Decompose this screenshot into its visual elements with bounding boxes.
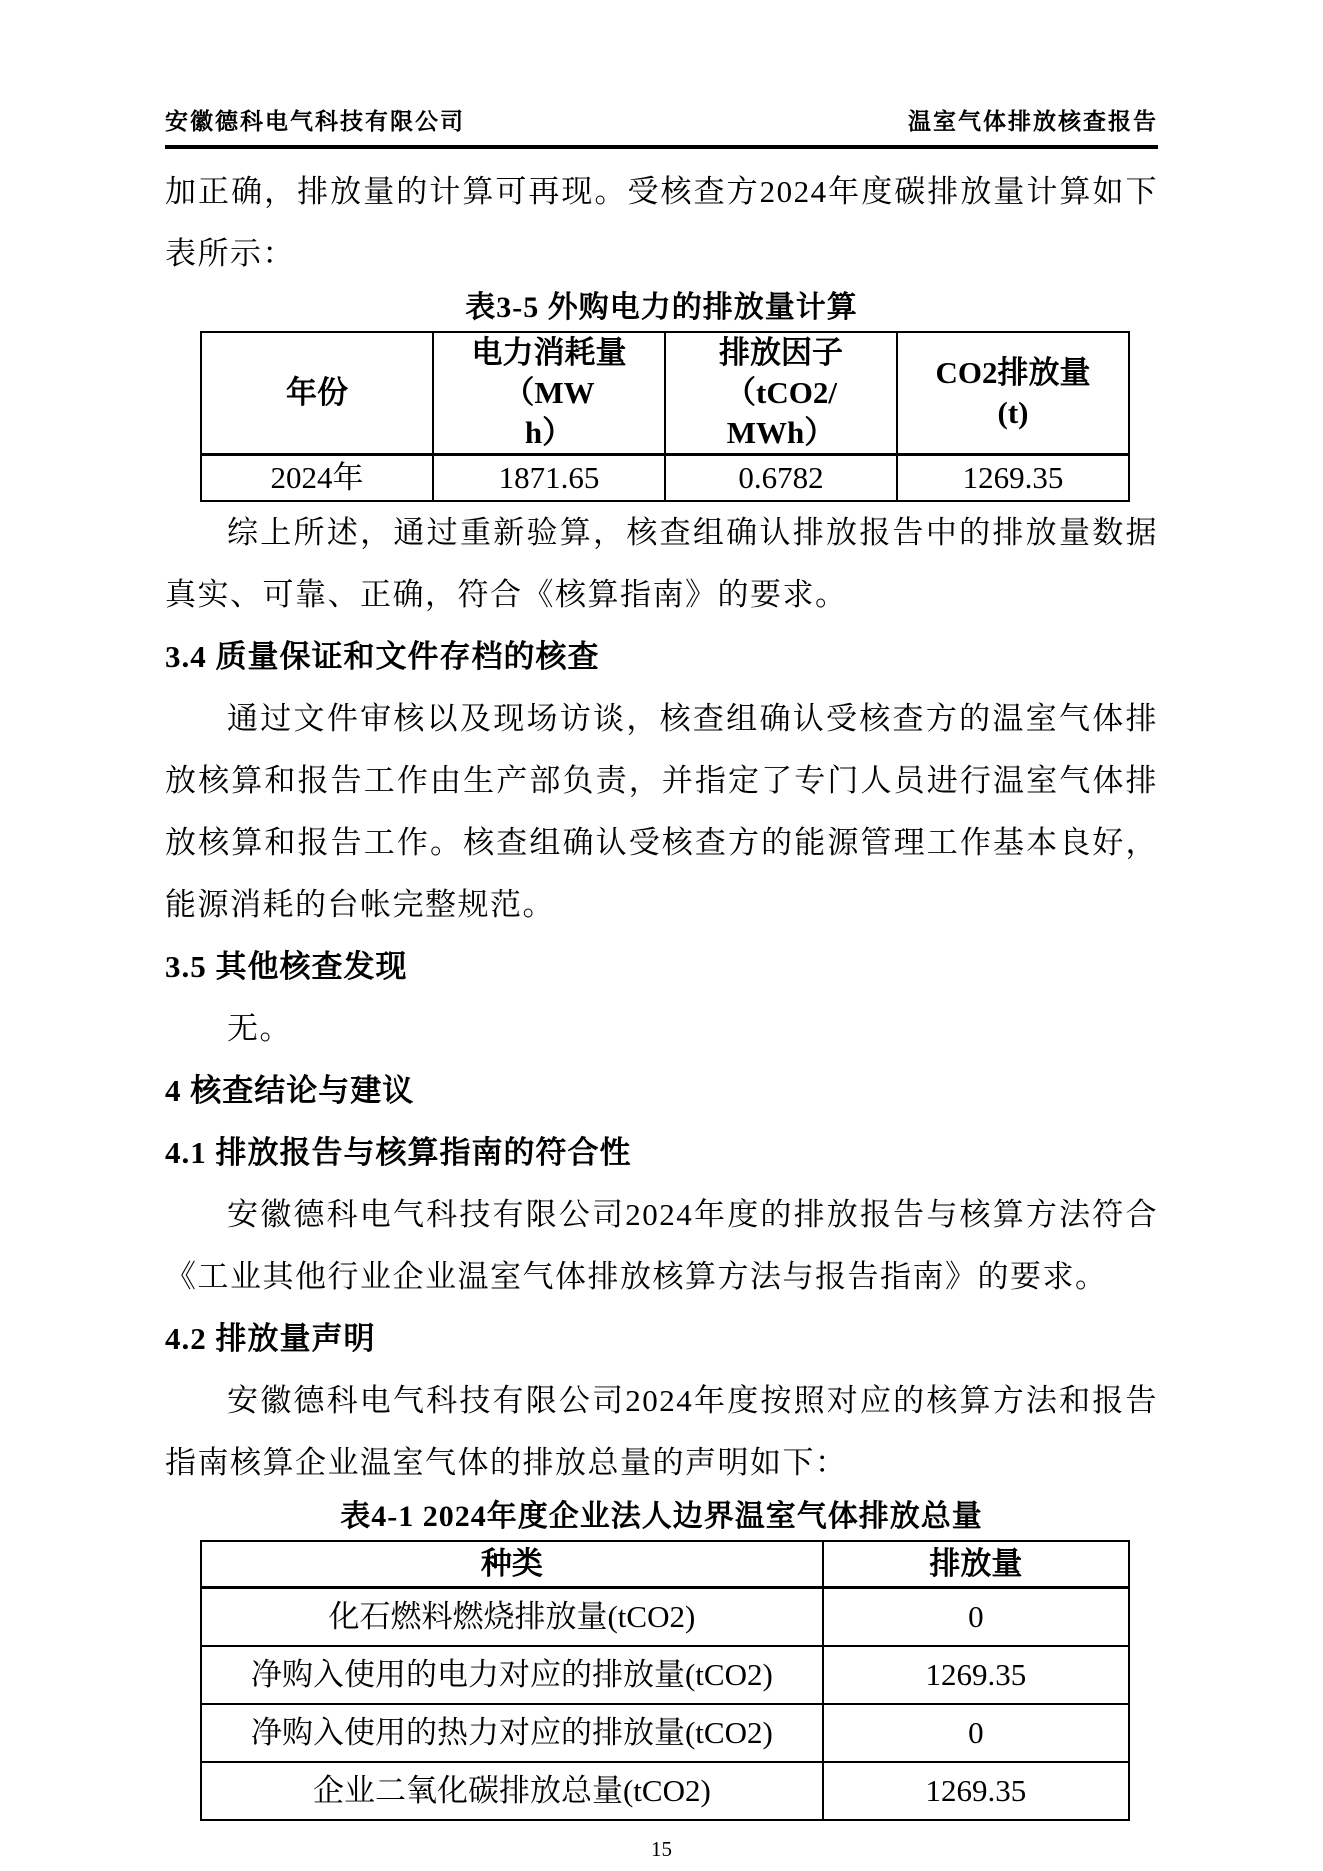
table-cell-category: 净购入使用的热力对应的排放量(tCO2) [201, 1704, 823, 1762]
header-line: MWh） [726, 415, 836, 450]
section-4-1-body: 安徽德科电气科技有限公司2024年度的排放报告与核算方法符合《工业其他行业企业温室气体排放核算方法与报告指南》的要求。 [165, 1197, 1158, 1294]
page-header [165, 103, 1158, 149]
header-line: 电力消耗量（MW [471, 335, 627, 410]
table-row [201, 1704, 1129, 1762]
table-3-5 [200, 331, 1130, 502]
table-cell-electricity: 1871.65 [433, 455, 665, 502]
section-3-4-body: 通过文件审核以及现场访谈，核查组确认受核查方的温室气体排放核算和报告工作由生产部负责，并指定了专门人员进行温室气体排放核算和报告工作。核查组确认受核查方的能源管理工作基本良好，能源消耗的台帐完整规范。 [165, 701, 1158, 922]
table-cell-category: 化石燃料燃烧排放量(tCO2) [201, 1588, 823, 1647]
section-3-5-heading: 3.5 其他核查发现 [165, 949, 408, 984]
table-cell-factor: 0.6782 [665, 455, 897, 502]
table-3-5-header-factor [665, 332, 897, 455]
table-4-1-header-amount: 排放量 [823, 1541, 1129, 1588]
intro-paragraph: 加正确，排放量的计算可再现。受核查方2024年度碳排放量计算如下表所示： [165, 174, 1158, 271]
header-line: 排放因子（tCO2/ [719, 335, 843, 410]
table-3-5-data-row [201, 455, 1129, 502]
table-row [201, 1646, 1129, 1704]
table-4-1 [200, 1540, 1130, 1821]
table-cell-emission: 1269.35 [897, 455, 1129, 502]
section-4-2-body: 安徽德科电气科技有限公司2024年度按照对应的核算方法和报告指南核算企业温室气体的排放总量的声明如下： [165, 1383, 1158, 1480]
table-4-1-title: 表4-1 2024年度企业法人边界温室气体排放总量 [340, 1500, 983, 1533]
header-line: 年份 [286, 375, 348, 410]
table-row [201, 1588, 1129, 1647]
table-cell-amount: 1269.35 [823, 1762, 1129, 1820]
table-cell-category: 企业二氧化碳排放总量(tCO2) [201, 1762, 823, 1820]
header-line: h） [524, 415, 574, 450]
table-4-1-header-category: 种类 [201, 1541, 823, 1588]
table-cell-amount: 1269.35 [823, 1646, 1129, 1704]
table-cell-year: 2024年 [201, 455, 433, 502]
header-line: CO2排放量 [935, 355, 1091, 390]
table-4-1-header-row [201, 1541, 1129, 1588]
header-line: (t) [997, 395, 1029, 430]
section-4-2-heading: 4.2 排放量声明 [165, 1321, 376, 1356]
page-number: 15 [651, 1837, 672, 1861]
summary-paragraph: 综上所述，通过重新验算，核查组确认排放报告中的排放量数据真实、可靠、正确，符合《核算指南》的要求。 [165, 515, 1158, 612]
section-3-4-heading: 3.4 质量保证和文件存档的核查 [165, 639, 600, 674]
table-3-5-header-year [201, 332, 433, 455]
table-3-5-header-electricity [433, 332, 665, 455]
table-row [201, 1762, 1129, 1820]
table-3-5-header-emission [897, 332, 1129, 455]
header-company-name: 安徽德科电气科技有限公司 [165, 109, 465, 134]
table-cell-category: 净购入使用的电力对应的排放量(tCO2) [201, 1646, 823, 1704]
table-3-5-title: 表3-5 外购电力的排放量计算 [465, 291, 858, 324]
section-4-heading: 4 核查结论与建议 [165, 1073, 415, 1108]
section-3-5-body: 无。 [227, 1011, 292, 1046]
table-cell-amount: 0 [823, 1704, 1129, 1762]
section-4-1-heading: 4.1 排放报告与核算指南的符合性 [165, 1135, 632, 1170]
table-cell-amount: 0 [823, 1588, 1129, 1647]
table-3-5-header-row [201, 332, 1129, 455]
header-report-title: 温室气体排放核查报告 [908, 109, 1158, 134]
